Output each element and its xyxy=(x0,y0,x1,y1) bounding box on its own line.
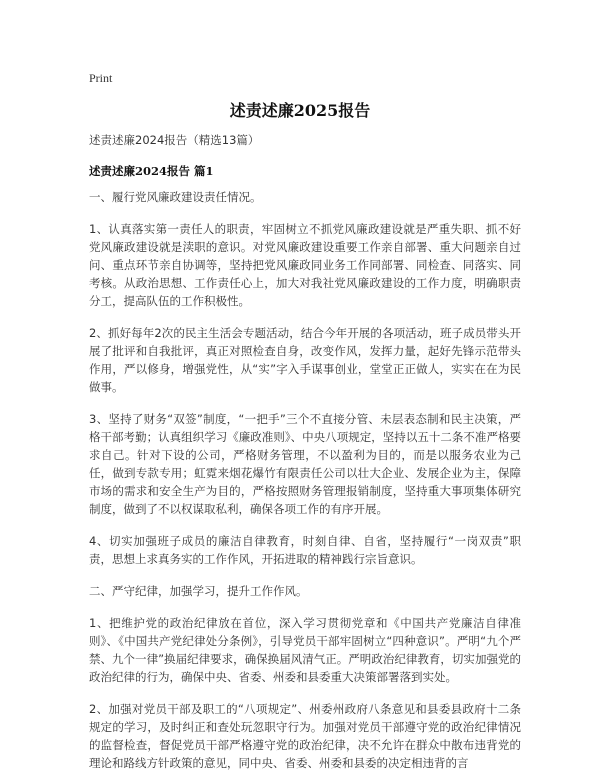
paragraph: 4、切实加强班子成员的廉洁自律教育，时刻自律、自省，坚持履行“一岗双责”职责，思想上求真务实的工作作风，开拓进取的精神践行宗旨意识。 xyxy=(89,534,521,566)
article-subtitle: 述责述廉2024报告（精选13篇） xyxy=(89,133,260,147)
print-link[interactable]: Print xyxy=(89,71,113,85)
paragraph: 2、加强对党员干部及职工的“八项规定”、州委州政府八条意见和县委县政府十二条规定的学习，及时纠正和查处玩忽职守行为。加强对党员干部遵守党的政治纪律情况的监督检查，督促党员干部严格遵守党的政治纪律，决不允许在群众中散布违背党的理论和路线方针政策的意见，同中央、省委、州委和县委的决定相违背的言 xyxy=(89,702,521,770)
paragraph: 3、坚持了财务“双签”制度，“一把手”三个不直接分管、未层表态制和民主决策，严格干部考勤；认真组织学习《廉政准则》、中央八项规定，坚持以五十二条不准严格要求自己。针对下设的公司，严格财务管理，不以盈利为目的，而是以服务农业为己任，做到专款专用；虹霓来烟花爆竹有限责任公司以壮大企业、发展企业为主，保障市场的需求和安全生产为目的，严格按照财务管理报销制度，坚持重大事项集体研究制度，做到了不以权谋取私利，确保各项工作的有序开展。 xyxy=(89,412,521,516)
paragraph: 一、履行党风廉政建设责任情况。 xyxy=(89,190,262,204)
paragraph: 1、把维护党的政治纪律放在首位，深入学习贯彻党章和《中国共产党廉洁自律准则》、《中国共产党纪律处分条例》，引导党员干部牢固树立“四种意识”。严明“九个严禁、九个一律”换届纪律要求，确保换届风清气正。严明政治纪律教育，切实加强党的政治纪律的行为，确保中央、省委、州委和县委重大决策部署落到实处。 xyxy=(89,616,521,684)
paragraph: 1、认真落实第一责任人的职责，牢固树立不抓党风廉政建设就是严重失职、抓不好党风廉政建设就是渎职的意识。对党风廉政建设重要工作亲自部署、重大问题亲自过问、重点环节亲自协调等，坚持把党风廉政同业务工作同部署、同检查、同落实、同考核。从政治思想、工作责任心上，加大对我社党风廉政建设的工作力度，明确职责分工，提高队伍的工作积极性。 xyxy=(89,222,521,308)
section-heading: 述责述廉2024报告 篇1 xyxy=(89,164,214,178)
page-title: 述责述廉2025报告 xyxy=(229,101,371,120)
article-body xyxy=(89,131,521,776)
paragraph: 2、抓好每年2次的民主生活会专题活动，结合今年开展的各项活动，班子成员带头开展了批评和自我批评，真正对照检查自身，改变作风，发挥力量，起好先锋示范带头作用，严以修身，增强党性，从“实”字入手谋事创业，堂堂正正做人，实实在在为民做事。 xyxy=(89,326,521,394)
paragraph: 二、严守纪律，加强学习，提升工作作风。 xyxy=(89,584,308,598)
